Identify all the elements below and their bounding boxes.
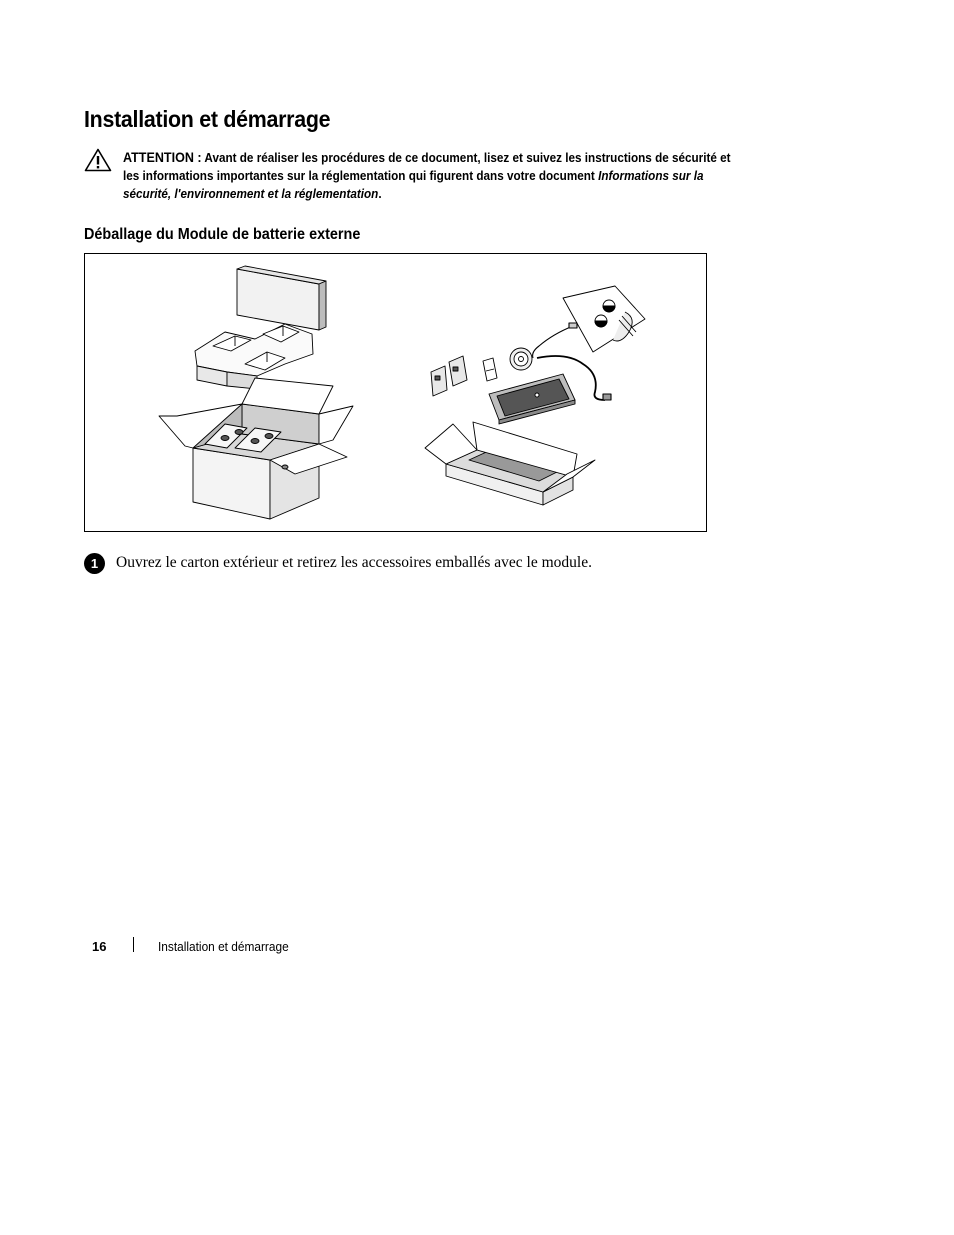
cd-drawing: [510, 348, 532, 370]
unpacking-illustration: [84, 253, 707, 532]
warning-document-reference: Informations sur la sécurité, l'environnement et la réglementation: [123, 169, 704, 201]
warning-label: ATTENTION :: [123, 150, 202, 165]
battery-module-drawing: [237, 266, 326, 330]
warning-text: Avant de réaliser les procédures de ce document, lisez et suivez les instructions de sécurité et les informations importantes sur la réglementation qui figurent dans votre document: [123, 151, 731, 183]
page-title: Installation et démarrage: [84, 106, 331, 132]
footer-divider: [133, 937, 134, 952]
rack-brackets-drawing: [431, 356, 467, 396]
step-number-badge: 1: [84, 553, 105, 574]
footer-chapter: Installation et démarrage: [158, 940, 289, 954]
warning-icon: [84, 148, 112, 172]
section-title: Déballage du Module de batterie externe: [84, 226, 361, 243]
warning-end: .: [378, 187, 382, 201]
open-carton-drawing: [159, 378, 353, 519]
user-manual-drawing: [563, 286, 645, 352]
unpacking-diagram: [85, 254, 706, 531]
card-drawing: [483, 358, 497, 381]
warning-notice: [123, 149, 737, 203]
step-instruction: Ouvrez le carton extérieur et retirez les accessoires emballés avec le module.: [116, 554, 592, 571]
flat-carton-drawing: [425, 422, 595, 505]
page-number: 16: [92, 939, 107, 954]
battery-tray-drawing: [489, 374, 575, 424]
